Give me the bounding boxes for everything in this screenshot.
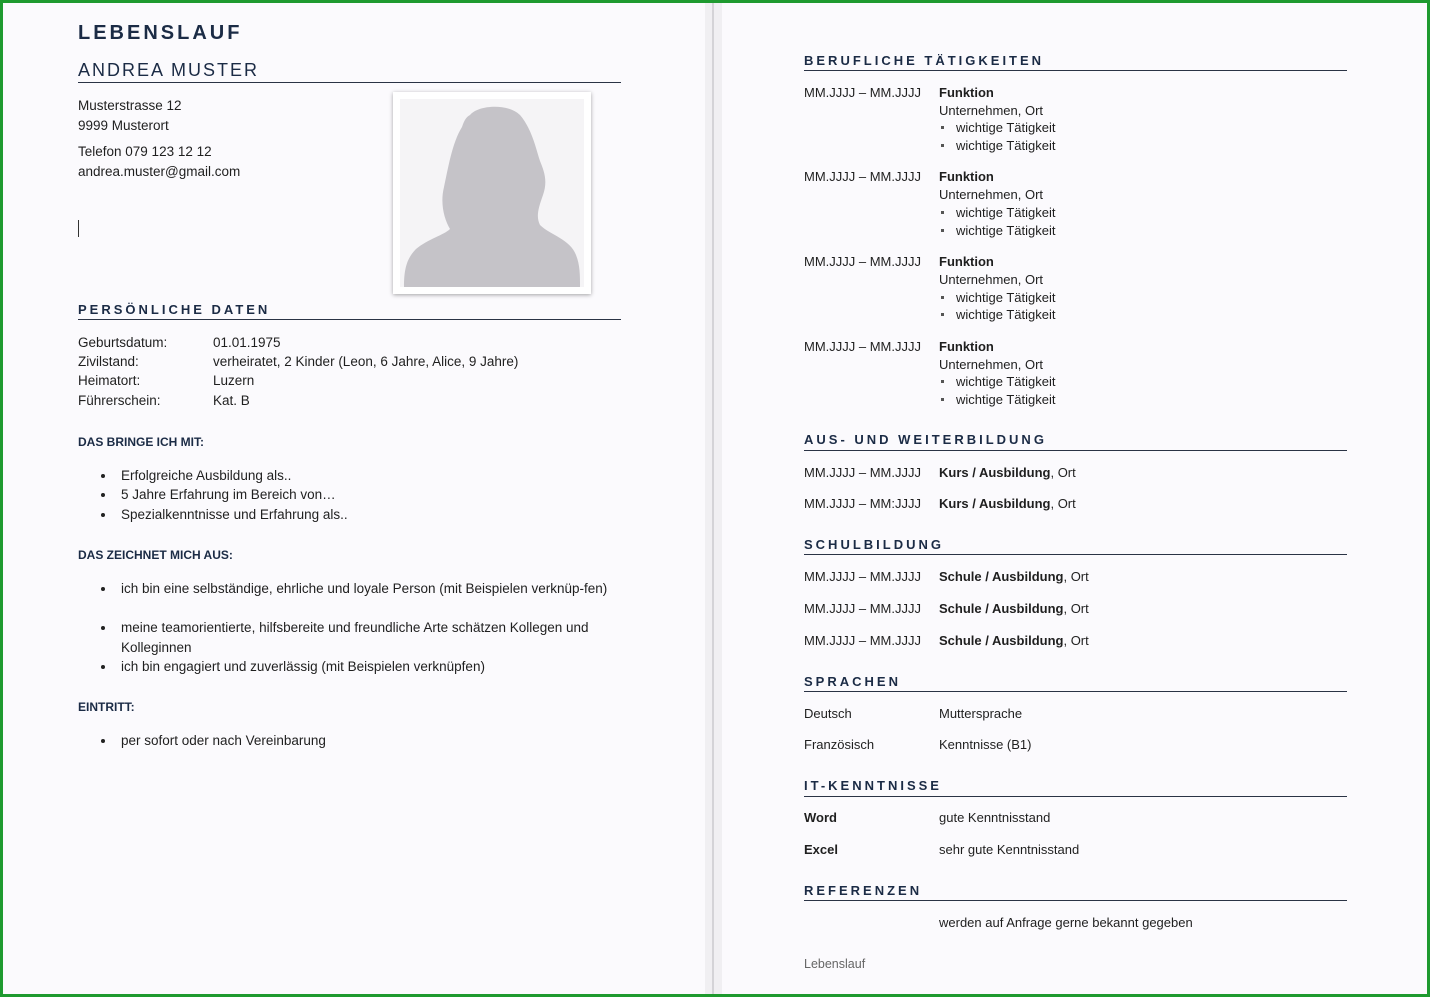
language-level: Kenntnisse (B1) — [939, 737, 1032, 752]
course-date: MM.JJJJ – MM.JJJJ — [804, 465, 921, 480]
bullet — [101, 474, 105, 478]
bullet — [941, 313, 944, 316]
bullet — [941, 398, 944, 401]
start-date-item: per sofort oder nach Vereinbarung — [121, 733, 326, 748]
strength-item: Spezialkenntnisse und Erfahrung als.. — [121, 507, 348, 522]
license-label: Führerschein: — [78, 393, 161, 408]
license-value: Kat. B — [213, 393, 250, 408]
email-address: andrea.muster@gmail.com — [78, 164, 241, 179]
languages-rule — [804, 691, 1347, 692]
trait-item: meine teamorientierte, hilfsbereite und freundliche Arte schätzen Kollegen und Kolleginnen — [121, 620, 589, 655]
start-date-heading: EINTRITT: — [78, 700, 135, 714]
it-skill-name: Excel — [804, 842, 838, 857]
trait-item: ich bin engagiert und zuverlässig (mit Beispielen verknüpfen) — [121, 659, 485, 674]
school-entry: Schule / Ausbildung, Ort — [939, 601, 1089, 616]
it-skill-level: gute Kenntnisstand — [939, 810, 1051, 825]
bullet — [941, 380, 944, 383]
bullet — [941, 229, 944, 232]
strength-item: Erfolgreiche Ausbildung als.. — [121, 468, 292, 483]
languages-heading: SPRACHEN — [804, 674, 901, 689]
civil-status-label: Zivilstand: — [78, 354, 139, 369]
work-role: Funktion — [939, 169, 994, 184]
education-rule — [804, 450, 1347, 451]
work-task: wichtige Tätigkeit — [956, 290, 1056, 305]
it-skills-rule — [804, 796, 1347, 797]
bullet — [941, 144, 944, 147]
references-heading: REFERENZEN — [804, 883, 923, 898]
hometown-label: Heimatort: — [78, 373, 141, 388]
hometown-value: Luzern — [213, 373, 255, 388]
strength-item: 5 Jahre Erfahrung im Bereich von… — [121, 487, 336, 502]
language-level: Muttersprache — [939, 706, 1023, 721]
bullet — [101, 493, 105, 497]
course-date: MM.JJJJ – MM:JJJJ — [804, 496, 921, 511]
work-task: wichtige Tätigkeit — [956, 205, 1056, 220]
traits-heading: DAS ZEICHNET MICH AUS: — [78, 548, 233, 562]
bullet — [101, 513, 105, 517]
school-date: MM.JJJJ – MM.JJJJ — [804, 633, 921, 648]
language-name: Französisch — [804, 737, 875, 752]
bullet — [101, 626, 105, 630]
education-heading: AUS- UND WEITERBILDUNG — [804, 432, 1047, 447]
work-date: MM.JJJJ – MM.JJJJ — [804, 254, 921, 269]
work-role: Funktion — [939, 339, 994, 354]
school-date: MM.JJJJ – MM.JJJJ — [804, 569, 921, 584]
address-street: Musterstrasse 12 — [78, 98, 182, 113]
course-entry: Kurs / Ausbildung, Ort — [939, 465, 1076, 480]
references-rule — [804, 900, 1347, 901]
it-skill-level: sehr gute Kenntnisstand — [939, 842, 1080, 857]
it-skills-heading: IT-KENNTNISSE — [804, 778, 942, 793]
work-date: MM.JJJJ – MM.JJJJ — [804, 85, 921, 100]
it-skill-name: Word — [804, 810, 837, 825]
work-task: wichtige Tätigkeit — [956, 307, 1056, 322]
text-cursor — [78, 220, 79, 237]
work-company: Unternehmen, Ort — [939, 272, 1044, 287]
course-entry: Kurs / Ausbildung, Ort — [939, 496, 1076, 511]
applicant-name: ANDREA MUSTER — [78, 60, 260, 80]
work-heading: BERUFLICHE TÄTIGKEITEN — [804, 53, 1045, 68]
work-task: wichtige Tätigkeit — [956, 223, 1056, 238]
birthdate-value: 01.01.1975 — [213, 335, 281, 350]
bullet — [101, 665, 105, 669]
school-heading: SCHULBILDUNG — [804, 537, 944, 552]
work-company: Unternehmen, Ort — [939, 357, 1044, 372]
bullet — [101, 739, 105, 743]
work-task: wichtige Tätigkeit — [956, 374, 1056, 389]
bullet — [941, 211, 944, 214]
school-rule — [804, 554, 1347, 555]
school-date: MM.JJJJ – MM.JJJJ — [804, 601, 921, 616]
trait-item: ich bin eine selbständige, ehrliche und loyale Person (mit Beispielen verknüp-fen) — [121, 581, 608, 596]
work-task: wichtige Tätigkeit — [956, 120, 1056, 135]
person-silhouette-icon — [400, 99, 584, 287]
phone-number: Telefon 079 123 12 12 — [78, 144, 212, 159]
page-divider — [712, 3, 714, 994]
bullet — [101, 587, 105, 591]
profile-photo — [393, 92, 591, 294]
work-company: Unternehmen, Ort — [939, 103, 1044, 118]
work-role: Funktion — [939, 254, 994, 269]
name-underline — [78, 82, 621, 83]
work-date: MM.JJJJ – MM.JJJJ — [804, 339, 921, 354]
language-name: Deutsch — [804, 706, 852, 721]
bullet — [941, 296, 944, 299]
personal-data-heading: PERSÖNLICHE DATEN — [78, 302, 271, 317]
birthdate-label: Geburtsdatum: — [78, 335, 168, 350]
work-company: Unternehmen, Ort — [939, 187, 1044, 202]
personal-data-rule — [78, 319, 621, 320]
address-city: 9999 Musterort — [78, 118, 169, 133]
bullet — [941, 126, 944, 129]
references-text: werden auf Anfrage gerne bekannt gegeben — [939, 915, 1193, 930]
school-entry: Schule / Ausbildung, Ort — [939, 569, 1089, 584]
strengths-heading: DAS BRINGE ICH MIT: — [78, 435, 204, 449]
page-footer: Lebenslauf — [804, 957, 866, 971]
civil-status-value: verheiratet, 2 Kinder (Leon, 6 Jahre, Alice, 9 Jahre) — [213, 354, 519, 369]
work-date: MM.JJJJ – MM.JJJJ — [804, 169, 921, 184]
work-task: wichtige Tätigkeit — [956, 138, 1056, 153]
work-task: wichtige Tätigkeit — [956, 392, 1056, 407]
work-rule — [804, 70, 1347, 71]
document-title: LEBENSLAUF — [78, 22, 243, 44]
school-entry: Schule / Ausbildung, Ort — [939, 633, 1089, 648]
work-role: Funktion — [939, 85, 994, 100]
